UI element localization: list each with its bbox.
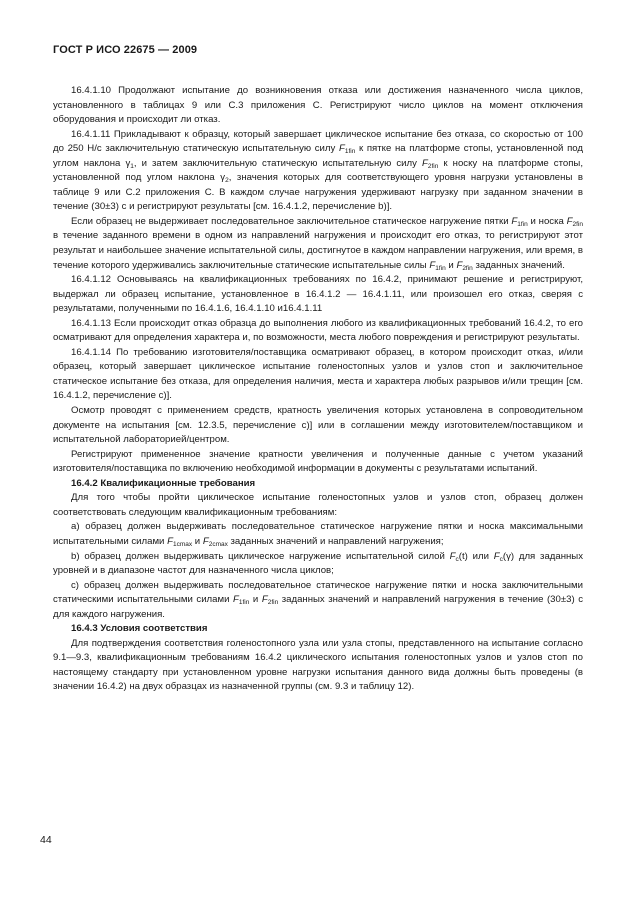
list-item-b: b) образец должен выдерживать циклическое нагружение испытательной силой $F_c(t)$ или $F_c(\gamma)$ для заданных уровней и в диапазоне частот для назначенного числа циклов; bbox=[53, 550, 583, 577]
paragraph-16-4-1-11: 16.4.1.11 Прикладывают к образцу, который завершает циклическое испытание без отказа, со скоростью от 100 до 250 Н/с заключительную статическую испытательную силу $F_{1fin}$ к пятке на платформе стопы, установленной под углом наклона $\gamma_1$, и затем заключительную статическую испытательную силу $F_{2fin}$ к носку на платформе стопы, установленной под углом наклона $\gamma_2$, значения которых для соответствующего уровня нагрузки установлены в таблице 9 или С.2 приложения С. В каждом случае нагружения удерживают нагрузку при заданном значении в течение (30±3) с и регистрируют результаты [см. 16.4.1.2, перечисление b)]. bbox=[53, 128, 583, 213]
paragraph-16-4-1-10: 16.4.1.10 Продолжают испытание до возникновения отказа или достижения назначенного числа циклов, установленного в таблицах 9 или С.3 приложения С. Регистрируют число циклов на момент отключения оборудования и происходит ли отказ. bbox=[53, 85, 583, 126]
list-item-a: а) образец должен выдерживать последовательное статическое нагружение пятки и носка максимальными испытательными силами $F_{1cmax}$ и $F_{2cmax}$ заданных значений и направлений нагружения; bbox=[53, 521, 583, 548]
paragraph-magnification: Регистрируют примененное значение кратности увеличения и полученные данные с учетом указаний изготовителя/поставщика по включению необходимой информации в документы с результатами испытаний. bbox=[53, 448, 583, 475]
standard-header: ГОСТ Р ИСО 22675 — 2009 bbox=[53, 44, 198, 56]
section-heading-16-4-2: 16.4.2 Квалификационные требования bbox=[71, 477, 256, 489]
list-item-c: с) образец должен выдерживать последовательное статическое нагружение пятки и носка заключительными статическими испытательными силами $F_{1fin}$ и $F_{2fin}$ заданных значений и направлений нагружения в течение (30±3) с для каждого нагружения. bbox=[53, 579, 583, 620]
page-number: 44 bbox=[40, 834, 52, 846]
paragraph-16-4-1-13: 16.4.1.13 Если происходит отказ образца до выполнения любого из квалификационных требований 16.4.2, то его осматривают для определения характера и, по возможности, места любого повреждения и регистрируют результаты. bbox=[53, 317, 583, 344]
section-heading-16-4-3: 16.4.3 Условия соответствия bbox=[71, 623, 208, 635]
paragraph-qualification-intro: Для того чтобы пройти циклическое испытание голеностопных узлов и узлов стоп, образец должен соответствовать следующим квалификационным требованиям: bbox=[53, 492, 583, 518]
paragraph-16-4-1-14: 16.4.1.14 По требованию изготовителя/поставщика осматривают образец, в котором происходит отказ, и/или образец, который завершает циклическое испытание голеностопных узлов и узлов стоп и заключительное статическое испытание без отказа, для определения наличия, места и характера любых разрывов и/или трещин [см. 16.4.1.2, перечисление с)]. bbox=[53, 346, 583, 402]
paragraph-failure-static: Если образец не выдерживает последовательное заключительное статическое нагружение пятки $F_{1fin}$ и носка $F_{2fin}$ в течение заданного времени в одном из направлений нагружения и происходит его отказ, то регистрируют этот результат и наибольшее значение испытательной силы, достигнутое в каждом направлении нагружения, или время, в течение которого удерживались заключительные статические испытательные силы $F_{1fin}$ и $F_{2fin}$ заданных значений. bbox=[53, 215, 583, 272]
paragraph-16-4-1-12: 16.4.1.12 Основываясь на квалификационных требованиях по 16.4.2, принимают решение и регистрируют, выдержал ли образец испытание, установленное в 16.4.1.2 — 16.4.1.11, или произошел его отказ, сверяя с результатами, полученными по 16.4.1.6, 16.4.1.10 и16.4.1.11 bbox=[53, 274, 583, 315]
document-body bbox=[53, 84, 583, 695]
paragraph-conformity: Для подтверждения соответствия голеностопного узла или узла стопы, представленного на испытание согласно 9.1—9.3, квалификационным требованиям 16.4.2 циклического испытания голеностопных узлов и узлов стоп по настоящему стандарту при установленном уровне нагрузки испытания данного вида должны быть проведены (в значении 16.4.2) на двух образцах из назначенной группы (см. 9.3 и таблицу 12). bbox=[53, 637, 583, 693]
paragraph-inspection: Осмотр проводят с применением средств, кратность увеличения которых установлена в сопроводительном документе на испытания [см. 12.3.5, перечисление с)] или в соглашении между изготовителем/поставщиком и испытательной лабораторией/центром. bbox=[53, 405, 583, 446]
